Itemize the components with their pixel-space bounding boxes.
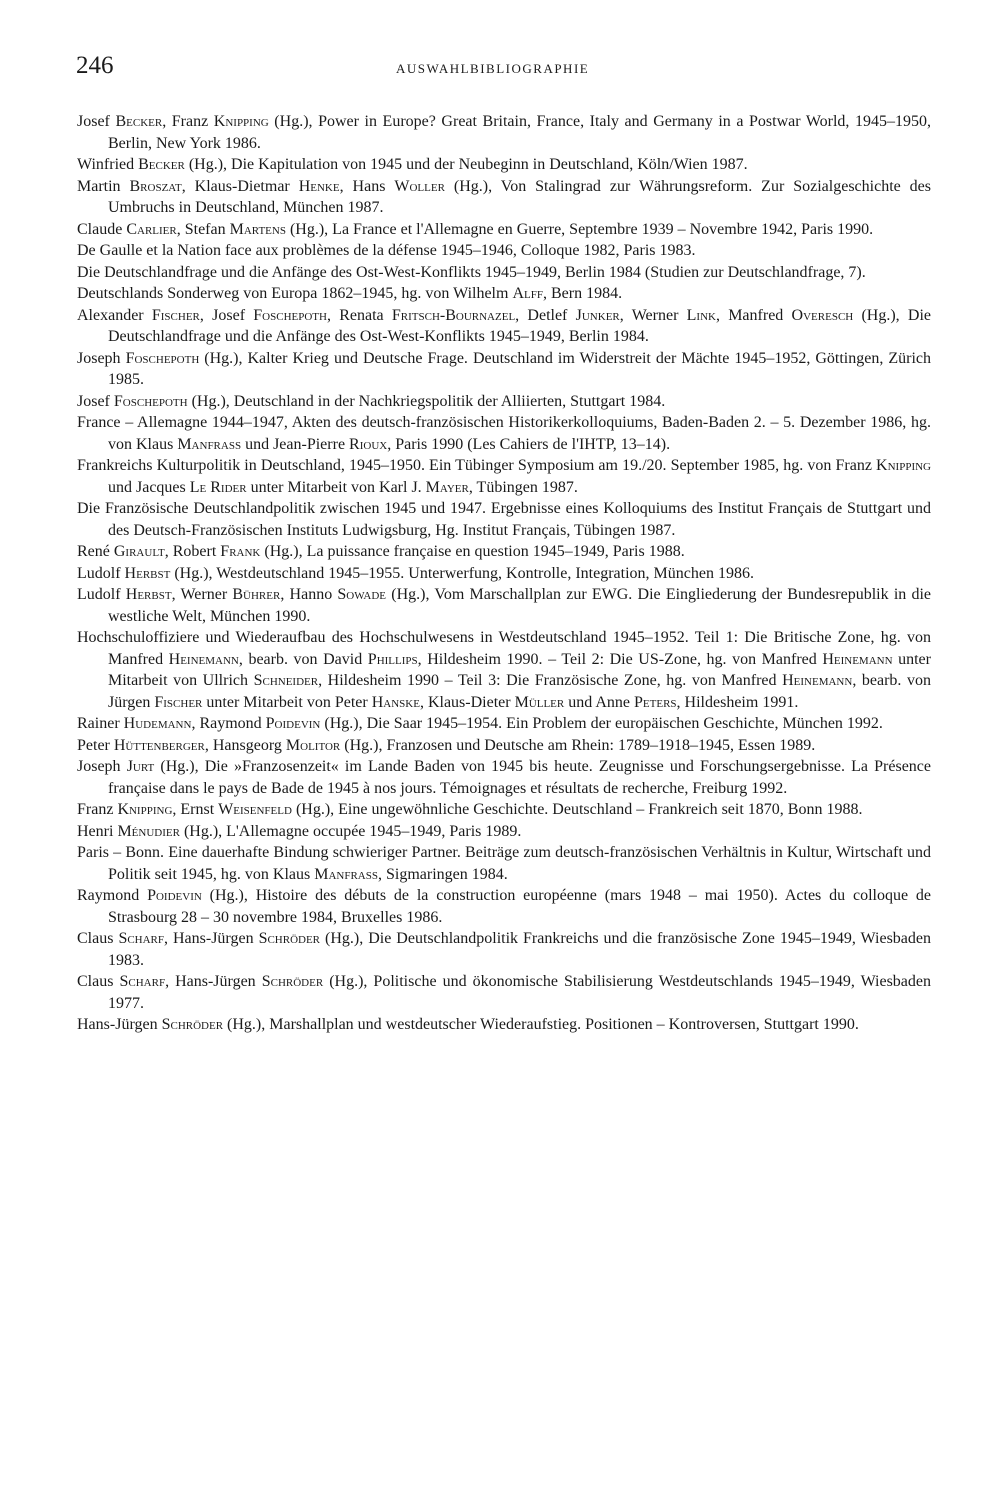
entry-text: und Jean-Pierre	[241, 435, 350, 453]
entry-text: Hans-Jürgen	[77, 1016, 162, 1033]
entry-text: , Werner	[619, 306, 687, 324]
author-surname: Schröder	[261, 973, 324, 990]
entry-text: De Gaulle et la Nation face aux problèmes de la défense 1945–1946, Colloque 1982, Paris 1983.	[77, 242, 696, 259]
author-surname: Fritsch-Bournazel	[391, 306, 516, 324]
author-surname: Frank	[220, 543, 261, 560]
author-surname: Becker	[115, 113, 163, 130]
page-number: 246	[76, 52, 114, 79]
bibliography-entry	[77, 928, 931, 971]
entry-text: , bearb. von Jürgen	[108, 672, 932, 711]
bibliography-entry	[77, 219, 931, 241]
entry-text: Ludolf	[77, 564, 125, 582]
bibliography-entry	[77, 563, 931, 585]
author-surname: Müller	[514, 693, 565, 711]
author-surname: Heinemann	[782, 672, 853, 689]
author-surname: Poidevin	[265, 715, 321, 732]
entry-text: Paris – Bonn. Eine dauerhafte Bindung schwieriger Partner. Beiträge zum deutsch-französischen Verhältnis in Kultur, Wirtschaft und Politik seit 1945, hg. von Klaus	[77, 844, 931, 883]
author-surname: Scharf	[118, 930, 165, 947]
author-surname: Mayer	[425, 478, 469, 496]
author-surname: Overesch	[791, 306, 854, 324]
entry-text: Die Deutschlandfrage und die Anfänge des Ost-West-Konflikts 1945–1949, Berlin 1984 (Studien zur Deutschlandfrage, 7).	[77, 263, 866, 281]
entry-text: (Hg.), Die Kapitulation von 1945 und der Neubeginn in Deutschland, Köln/Wien 1987.	[184, 156, 748, 173]
author-surname: Henke	[298, 177, 340, 195]
entry-text: (Hg.), Die Deutschlandfrage und die Anfänge des Ost-West-Konflikts 1945–1949, Berlin 1984.	[108, 306, 932, 345]
bibliography-entry	[77, 240, 931, 262]
author-surname: Phillips	[367, 650, 418, 668]
entry-text: (Hg.), Franzosen und Deutsche am Rhein: 1789–1918–1945, Essen 1989.	[340, 736, 816, 754]
bibliography-entry	[77, 348, 931, 391]
entry-text: (Hg.), Kalter Krieg und Deutsche Frage. Deutschland im Widerstreit der Mächte 1945–1952, Göttingen, Zürich 1985.	[108, 349, 932, 388]
entry-text: , Hans-Jürgen	[164, 930, 259, 947]
entry-text: , Hanno	[280, 586, 338, 603]
author-surname: Manfrass	[314, 865, 378, 883]
author-surname: Girault	[113, 543, 165, 560]
author-surname: Knipping	[876, 457, 931, 474]
entry-text: , Raymond	[191, 715, 266, 732]
author-surname: Heinemann	[168, 650, 239, 668]
entry-text: (Hg.), Marshallplan und westdeutscher Wiederaufstieg. Positionen – Kontroversen, Stuttgart 1990.	[223, 1016, 859, 1033]
bibliography-entry	[77, 391, 931, 413]
bibliography-entry	[77, 262, 931, 284]
author-surname: Herbst	[125, 586, 172, 603]
entry-text: (Hg.), La puissance française en question 1945–1949, Paris 1988.	[260, 543, 685, 560]
author-surname: Fischer	[154, 693, 203, 711]
entry-text: und Anne	[564, 693, 635, 711]
author-surname: Ménudier	[117, 822, 180, 840]
entry-text: , bearb. von David	[238, 650, 368, 668]
entry-text: (Hg.), Von Stalingrad zur Währungsreform. Zur Sozialgeschichte des Umbruchs in Deutschland, München 1987.	[108, 177, 932, 216]
author-surname: Scharf	[119, 973, 166, 990]
author-surname: Martens	[229, 220, 286, 238]
entry-text: (Hg.), Vom Marschallplan zur EWG. Die Eingliederung der Bundesrepublik in die westliche Welt, München 1990.	[108, 586, 932, 625]
bibliography-entry	[77, 713, 931, 735]
entry-text: , Paris 1990 (Les Cahiers de l'IHTP, 13–14).	[387, 435, 671, 453]
entry-text: , Ernst	[172, 801, 219, 818]
entry-text: Josef	[77, 113, 116, 130]
author-surname: Sowade	[337, 586, 387, 603]
bibliography-entry	[77, 842, 931, 885]
bibliography-entry	[77, 541, 931, 563]
author-surname: Schröder	[258, 930, 321, 947]
author-surname: Bührer	[232, 586, 281, 603]
author-surname: Hanske	[371, 693, 420, 711]
entry-text: , Klaus-Dieter	[419, 693, 515, 711]
author-surname: Peters	[634, 693, 677, 711]
entry-text: , Robert	[164, 543, 221, 560]
entry-text: und Jacques	[108, 478, 190, 496]
entry-text: , Tübingen 1987.	[468, 478, 578, 496]
bibliography-entry	[77, 1014, 931, 1036]
bibliography-entry	[77, 305, 931, 348]
bibliography-entry	[77, 971, 931, 1014]
author-surname: Schröder	[161, 1016, 224, 1033]
entry-text: , Franz	[162, 113, 214, 130]
bibliography-entry	[77, 412, 931, 455]
entry-text: , Stefan	[176, 220, 230, 238]
entry-text: Franz	[77, 801, 118, 818]
author-surname: Molitor	[285, 736, 341, 754]
entry-text: Claus	[77, 973, 120, 990]
author-surname: Poidevin	[147, 887, 202, 904]
author-surname: Foschepoth	[253, 306, 327, 324]
entry-text: Peter	[77, 736, 114, 754]
entry-text: Josef	[77, 392, 114, 410]
entry-text: (Hg.), Power in Europe? Great Britain, France, Italy and Germany in a Postwar World, 1945–1950, Berlin, New York 1986.	[108, 113, 932, 152]
entry-text: , Detlef	[515, 306, 576, 324]
entry-text: Deutschlands Sonderweg von Europa 1862–1945, hg. von Wilhelm	[77, 285, 513, 302]
entry-text: , Klaus-Dietmar	[181, 177, 299, 195]
bibliography-entry	[77, 627, 931, 713]
bibliography-entry	[77, 111, 931, 154]
bibliography-entry	[77, 799, 931, 821]
entry-text: (Hg.), Politische und ökonomische Stabilisierung Westdeutschlands 1945–1949, Wiesbaden 1977.	[108, 973, 932, 1012]
entry-text: (Hg.), Die Deutschlandpolitik Frankreichs und die französische Zone 1945–1949, Wiesbaden 1983.	[108, 930, 931, 969]
entry-text: , Hildesheim 1991.	[676, 693, 799, 711]
entry-text: Claus	[77, 930, 119, 947]
entry-text: (Hg.), Die »Franzosenzeit« im Lande Baden von 1945 bis heute. Zeugnisse und Forschungsergebnisse. La Présence française dans le pays de Bade de 1945 à nos jours. Témoignages et résultats de recherche, Freiburg 1992.	[108, 758, 931, 797]
entry-text: , Hildesheim 1990 – Teil 3: Die Französische Zone, hg. von Manfred	[318, 672, 783, 689]
author-surname: Hudemann	[123, 715, 192, 732]
entry-text: Die Französische Deutschlandpolitik zwischen 1945 und 1947. Ergebnisse eines Kolloquiums des Institut Français de Stuttgart und des Deutsch-Französischen Instituts Ludwigsburg, Hg. Institut Français, Tübingen 1987.	[77, 500, 931, 539]
bibliography-entry	[77, 283, 931, 305]
entry-text: Raymond	[77, 887, 148, 904]
running-head: AUSWAHLBIBLIOGRAPHIE	[396, 61, 590, 76]
author-surname: Manfrass	[177, 435, 242, 453]
entry-text: René	[77, 543, 114, 560]
entry-text: , Hansgeorg	[204, 736, 286, 754]
author-surname: Link	[686, 306, 716, 324]
entry-text: (Hg.), L'Allemagne occupée 1945–1949, Paris 1989.	[179, 822, 522, 840]
entry-text: (Hg.), Die Saar 1945–1954. Ein Problem der europäischen Geschichte, München 1992.	[320, 715, 883, 732]
author-surname: Rioux	[349, 435, 388, 453]
entry-text: (Hg.), La France et l'Allemagne en Guerre, Septembre 1939 – Novembre 1942, Paris 1990.	[285, 220, 874, 238]
entry-text: Joseph	[77, 349, 126, 367]
entry-text: Martin	[77, 177, 130, 195]
author-surname: Heinemann	[822, 650, 893, 668]
entry-text: Frankreichs Kulturpolitik in Deutschland, 1945–1950. Ein Tübinger Symposium am 19./20. September 1985, hg. von Franz	[77, 457, 877, 474]
bibliography-entry	[77, 176, 931, 219]
entry-text: unter Mitarbeit von Karl J.	[246, 478, 426, 496]
bibliography-entry	[77, 455, 931, 498]
entry-text: Claude	[77, 220, 127, 238]
entry-text: Winfried	[77, 156, 139, 173]
bibliography-entry	[77, 885, 931, 928]
entry-text: Hochschuloffiziere und Wiederaufbau des Hochschulwesens in Westdeutschland 1945–1952. Teil 1: Die Britische Zone, hg. von Manfred	[77, 629, 931, 668]
author-surname: Le Rider	[189, 478, 247, 496]
entry-text: unter Mitarbeit von Ullrich	[108, 650, 931, 689]
author-surname: Carlier	[126, 220, 177, 238]
bibliography-entry	[77, 735, 931, 757]
author-surname: Fischer	[151, 306, 200, 324]
author-surname: Junker	[575, 306, 620, 324]
entry-text: France – Allemagne 1944–1947, Akten des deutsch-französischen Historikerkolloquiums, Baden-Baden 2. – 5. Dezember 1986, hg. von Klaus	[77, 414, 931, 453]
bibliography-entry	[77, 498, 931, 541]
entry-text: , Renata	[326, 306, 392, 324]
author-surname: Hüttenberger	[113, 736, 205, 754]
entry-text: (Hg.), Deutschland in der Nachkriegspolitik der Alliierten, Stuttgart 1984.	[187, 392, 666, 410]
entry-text: unter Mitarbeit von Peter	[202, 693, 372, 711]
author-surname: Foschepoth	[125, 349, 200, 367]
author-surname: Schneider	[253, 672, 319, 689]
entry-text: , Sigmaringen 1984.	[377, 865, 508, 883]
entry-text: Henri	[77, 822, 118, 840]
entry-text: , Hans	[339, 177, 395, 195]
entry-text: Ludolf	[77, 586, 126, 603]
entry-text: Rainer	[77, 715, 124, 732]
bibliography-entry	[77, 154, 931, 176]
entry-text: , Josef	[199, 306, 254, 324]
entry-text: , Werner	[171, 586, 233, 603]
author-surname: Woller	[394, 177, 445, 195]
bibliography-entry	[77, 584, 931, 627]
author-surname: Knipping	[213, 113, 269, 130]
entry-text: (Hg.), Histoire des débuts de la construction européenne (mars 1948 – mai 1950). Actes du colloque de Strasbourg 28 – 30 novembre 1984, Bruxelles 1986.	[108, 887, 932, 926]
entry-text: , Manfred	[715, 306, 792, 324]
entry-text: Alexander	[77, 306, 152, 324]
entry-text: Joseph	[77, 758, 127, 775]
author-surname: Knipping	[117, 801, 173, 818]
bibliography-entry	[77, 821, 931, 843]
author-surname: Weisenfeld	[218, 801, 292, 818]
entry-text: (Hg.), Eine ungewöhnliche Geschichte. Deutschland – Frankreich seit 1870, Bonn 1988.	[291, 801, 863, 818]
author-surname: Broszat	[129, 177, 182, 195]
entry-text: , Hildesheim 1990. – Teil 2: Die US-Zone, hg. von Manfred	[417, 650, 823, 668]
bibliography-entry	[77, 756, 931, 799]
entry-text: (Hg.), Westdeutschland 1945–1955. Unterwerfung, Kontrolle, Integration, München 1986.	[170, 564, 754, 582]
author-surname: Jurt	[126, 758, 155, 775]
entry-text: , Hans-Jürgen	[165, 973, 262, 990]
author-surname: Herbst	[124, 564, 171, 582]
author-surname: Becker	[138, 156, 185, 173]
author-surname: Alff	[512, 285, 543, 302]
bibliography-list	[77, 111, 931, 1036]
entry-text: , Bern 1984.	[542, 285, 623, 302]
author-surname: Foschepoth	[113, 392, 188, 410]
